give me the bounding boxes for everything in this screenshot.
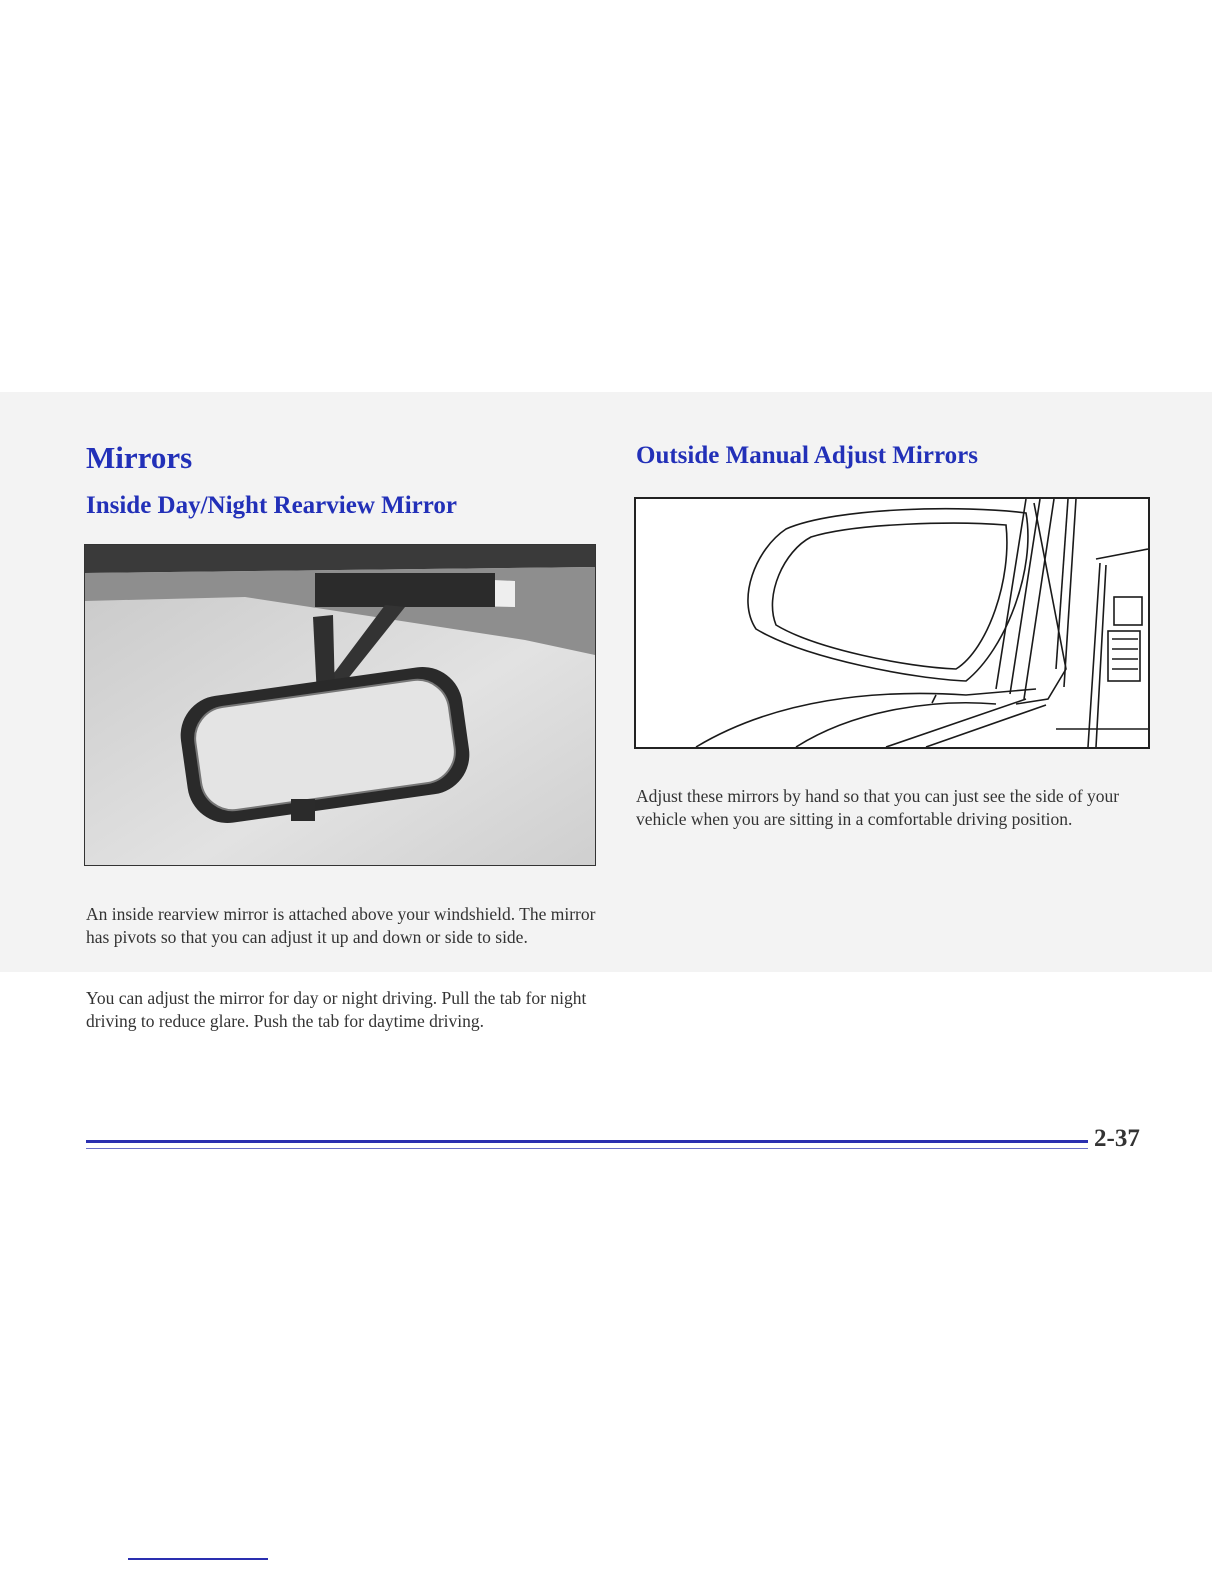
rearview-mirror-photo: [84, 544, 596, 866]
outside-mirror-line-drawing: [634, 497, 1150, 749]
paragraph-inside-mirror-1: An inside rearview mirror is attached above your windshield. The mirror has pivots so that you can adjust it up and down or side to side.: [86, 904, 596, 947]
footer-rule-thin: [86, 1148, 1088, 1149]
paragraph-inside-mirror-2: You can adjust the mirror for day or night driving. Pull the tab for night driving to reduce glare. Push the tab for daytime driving.: [86, 988, 587, 1031]
section-title: Mirrors: [86, 440, 193, 475]
paragraph-outside-mirrors: Adjust these mirrors by hand so that you can just see the side of your vehicle when you are sitting in a comfortable driving position.: [636, 786, 1120, 829]
subsection-title-outside-mirrors: Outside Manual Adjust Mirrors: [636, 442, 978, 469]
subsection-title-inside-mirror: Inside Day/Night Rearview Mirror: [86, 492, 458, 519]
bottom-rule-fragment: [128, 1558, 268, 1560]
footer-rule: [86, 1140, 1088, 1143]
page-number: 2-37: [1094, 1125, 1140, 1152]
rearview-mirror-illustration: [85, 545, 595, 865]
outside-mirror-illustration: [636, 499, 1148, 747]
